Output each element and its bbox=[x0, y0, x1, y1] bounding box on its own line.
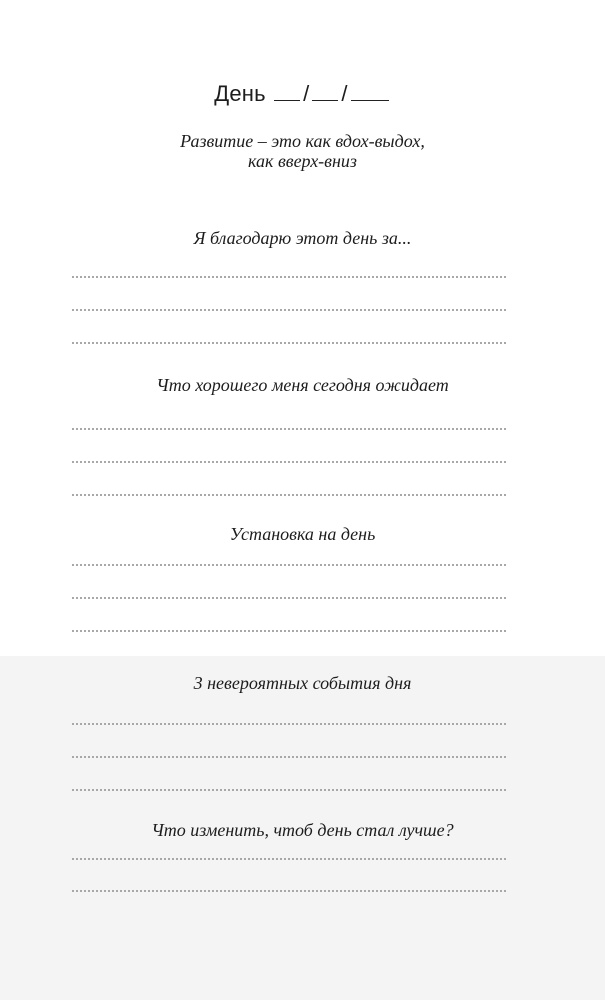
writing-line[interactable] bbox=[72, 461, 506, 463]
section-title-gratitude: Я благодарю этот день за... bbox=[193, 228, 412, 248]
writing-line[interactable] bbox=[72, 890, 506, 892]
section-title-expectations: Что хорошего меня сегодня ожидает bbox=[156, 375, 449, 395]
quote-line-1: Развитие – это как вдох-выдох, bbox=[180, 131, 425, 151]
date-label: День bbox=[214, 81, 266, 106]
writing-line[interactable] bbox=[72, 428, 506, 430]
writing-line[interactable] bbox=[72, 597, 506, 599]
writing-line[interactable] bbox=[72, 630, 506, 632]
writing-line[interactable] bbox=[72, 756, 506, 758]
date-separator: / bbox=[303, 81, 310, 106]
writing-line[interactable] bbox=[72, 564, 506, 566]
date-separator: / bbox=[341, 81, 348, 106]
month-blank[interactable] bbox=[312, 80, 338, 101]
writing-line[interactable] bbox=[72, 342, 506, 344]
quote-line-2: как вверх-вниз bbox=[248, 151, 357, 171]
writing-line[interactable] bbox=[72, 723, 506, 725]
writing-line[interactable] bbox=[72, 309, 506, 311]
writing-line[interactable] bbox=[72, 494, 506, 496]
section-title-events: 3 невероятных события дня bbox=[193, 673, 412, 693]
date-heading bbox=[0, 80, 605, 107]
day-blank[interactable] bbox=[274, 80, 300, 101]
section-title-improve: Что изменить, чтоб день стал лучше? bbox=[151, 820, 454, 840]
writing-line[interactable] bbox=[72, 789, 506, 791]
year-blank[interactable] bbox=[351, 80, 389, 101]
quote bbox=[0, 131, 605, 171]
writing-line[interactable] bbox=[72, 276, 506, 278]
section-title-intention: Установка на день bbox=[229, 524, 376, 544]
writing-line[interactable] bbox=[72, 858, 506, 860]
